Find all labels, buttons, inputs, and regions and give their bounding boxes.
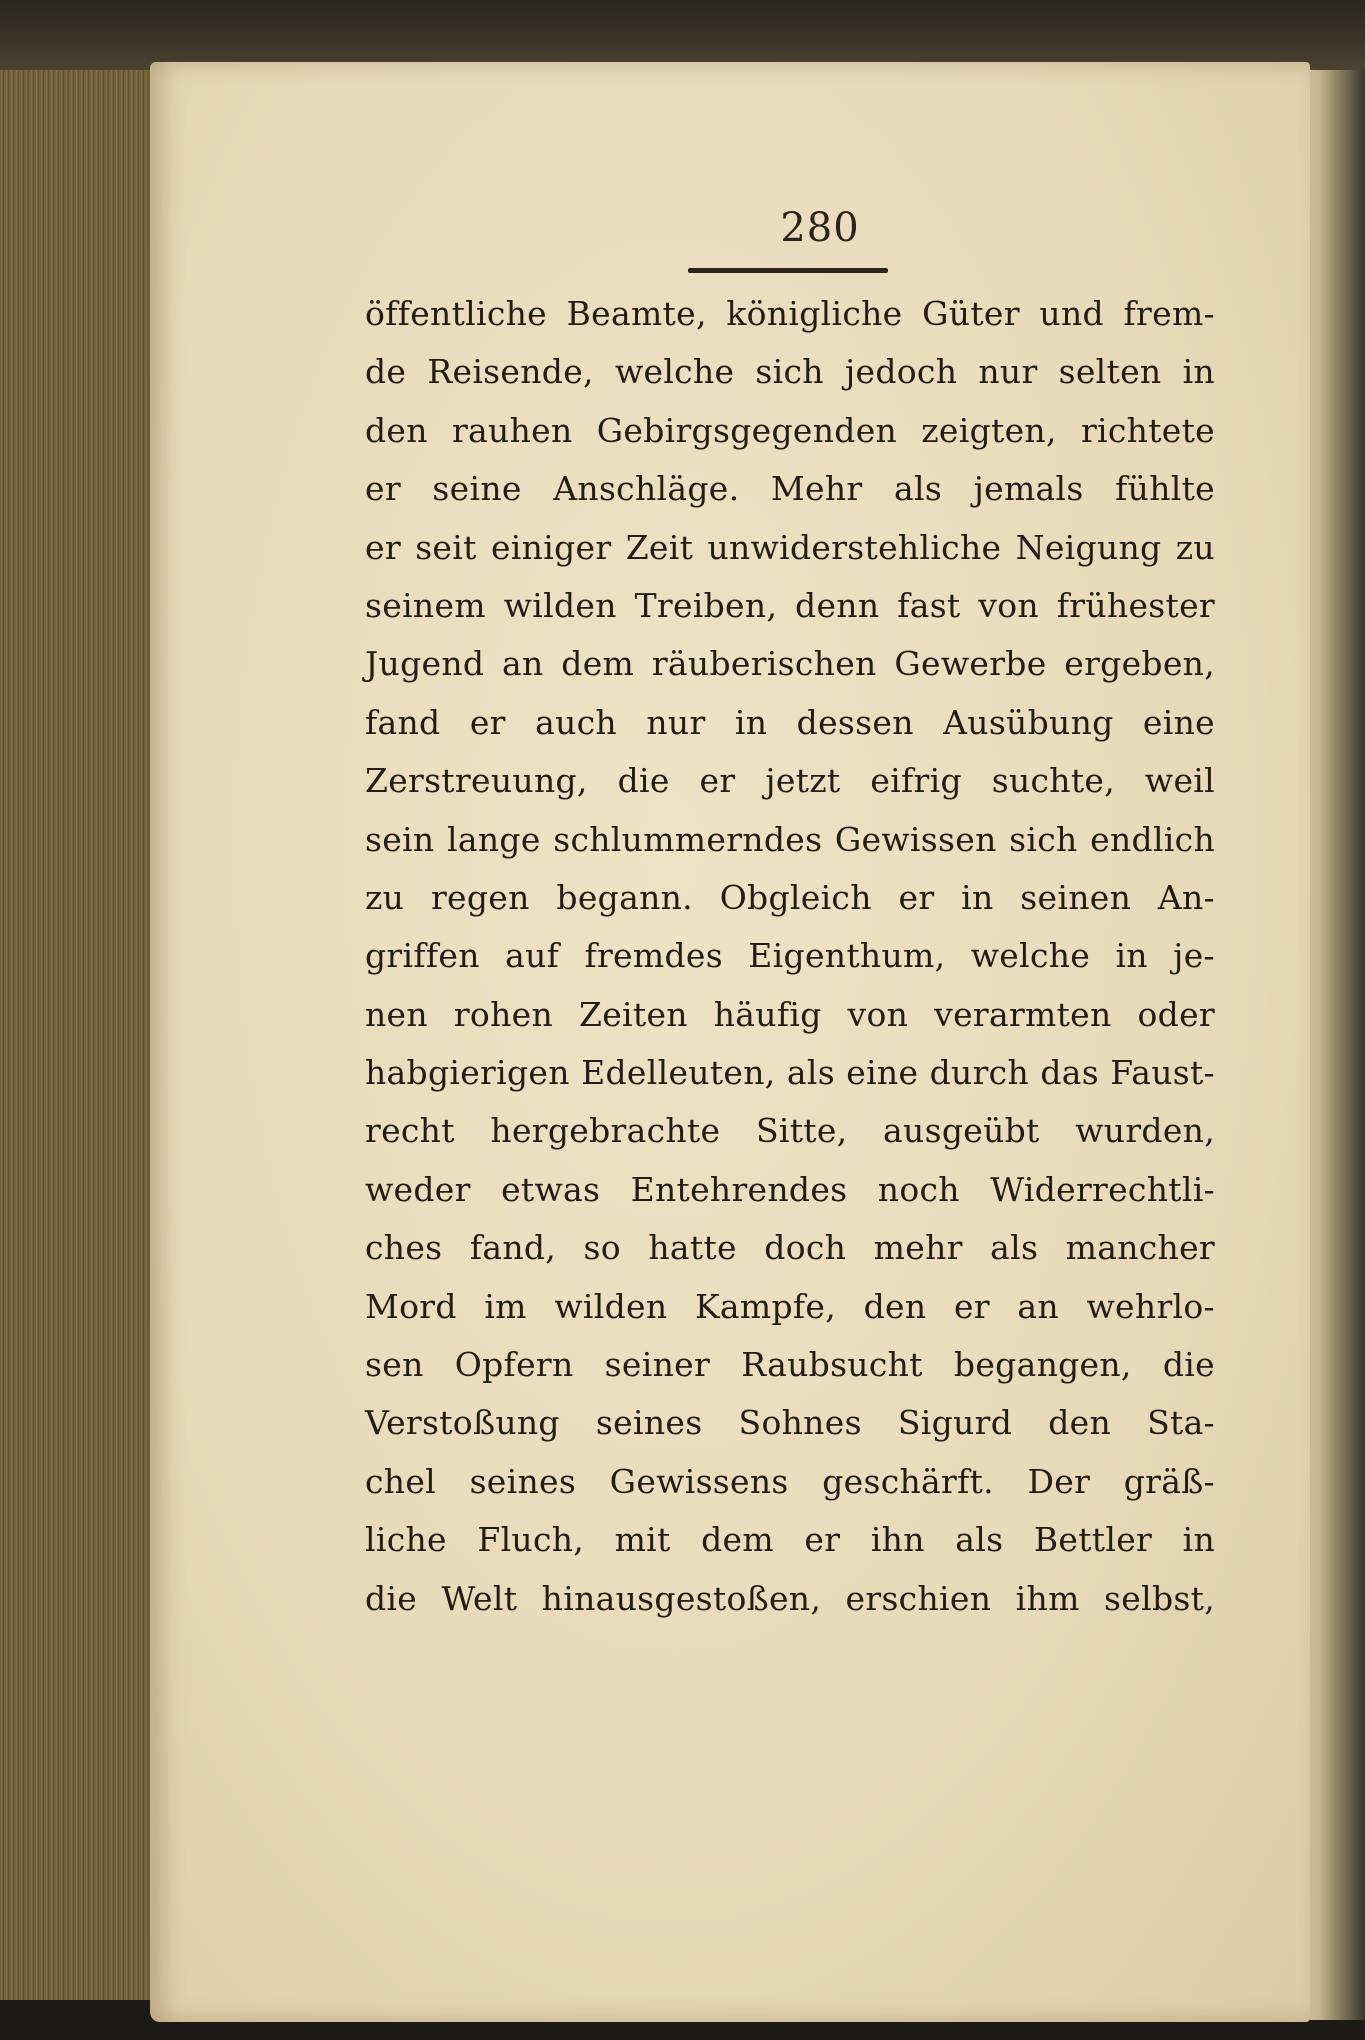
text-line: chel seines Gewissens geschärft. Der gräß- [365, 1461, 1215, 1501]
text-line: griffen auf fremdes Eigenthum, welche in je- [365, 936, 1215, 976]
text-line: den rauhen Gebirgsgegenden zeigten, richtete [365, 410, 1215, 450]
text-line: seinem wilden Treiben, denn fast von frühester [365, 585, 1215, 625]
text-line: Mord im wilden Kampfe, den er an wehrlo- [365, 1286, 1215, 1326]
text-line: weder etwas Entehrendes noch Widerrechtli- [365, 1169, 1215, 1209]
header-rule [688, 268, 888, 273]
text-line: ches fand, so hatte doch mehr als mancher [365, 1228, 1215, 1268]
text-line: nen rohen Zeiten häufig von verarmten oder [365, 994, 1215, 1034]
text-line: er seit einiger Zeit unwiderstehliche Neigung zu [365, 527, 1215, 567]
text-line: de Reisende, welche sich jedoch nur selten in [365, 352, 1215, 392]
text-line: Verstoßung seines Sohnes Sigurd den Sta- [365, 1403, 1215, 1443]
text-line: er seine Anschläge. Mehr als jemals fühlte [365, 469, 1215, 509]
text-line: Jugend an dem räuberischen Gewerbe ergeben, [365, 644, 1215, 684]
text-line: sein lange schlummerndes Gewissen sich endlich [365, 819, 1215, 859]
text-line: fand er auch nur in dessen Ausübung eine [365, 702, 1215, 742]
text-line: recht hergebrachte Sitte, ausgeübt wurden, [365, 1111, 1215, 1151]
text-line: habgierigen Edelleuten, als eine durch das Faust- [365, 1053, 1215, 1093]
body-text [365, 285, 1215, 1628]
text-line: sen Opfern seiner Raubsucht begangen, die [365, 1345, 1215, 1385]
page-edges [0, 70, 172, 2000]
text-line: die Welt hinausgestoßen, erschien ihm selbst, [365, 1578, 1215, 1618]
page-number: 280 [780, 205, 860, 251]
text-line: zu regen begann. Obgleich er in seinen An- [365, 877, 1215, 917]
text-line: Zerstreuung, die er jetzt eifrig suchte, weil [365, 761, 1215, 801]
text-line: liche Fluch, mit dem er ihn als Bettler in [365, 1520, 1215, 1560]
text-line: öffentliche Beamte, königliche Güter und frem- [365, 294, 1215, 333]
